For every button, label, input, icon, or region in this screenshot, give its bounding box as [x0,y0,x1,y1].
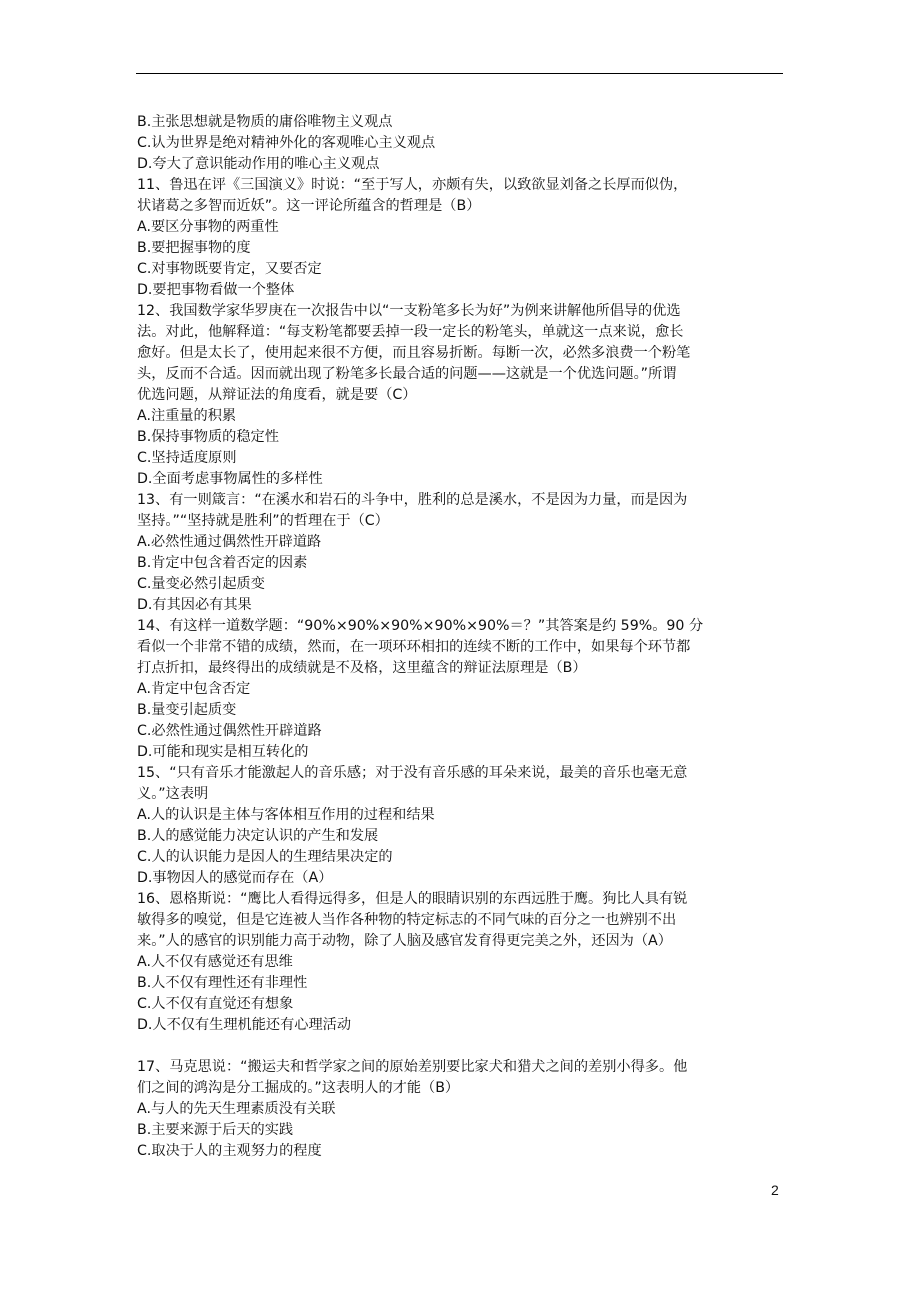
text-line: 状诸葛之多智而近妖”。这一评论所蕴含的哲理是（B） [137,198,481,214]
text-line: A.肯定中包含否定 [137,681,251,697]
text-line: D.全面考虑事物属性的多样性 [137,471,323,487]
text-line: C.量变必然引起质变 [137,576,265,592]
text-line: B.要把握事物的度 [137,240,251,256]
text-line: C.坚持适度原则 [137,450,237,466]
text-line: 法。对此，他解释道：“每支粉笔都要丢掉一段一定长的粉笔头，单就这一点来说，愈长 [137,324,684,340]
text-line: 义。”这表明 [137,786,209,802]
text-line: 们之间的鸿沟是分工掘成的。”这表明人的才能（B） [137,1080,460,1096]
text-line: B.主张思想就是物质的庸俗唯物主义观点 [137,114,393,130]
text-line: 来。”人的感官的识别能力高于动物，除了人脑及感官发育得更完美之外，还因为（A） [137,933,672,949]
text-line: 12、我国数学家华罗庚在一次报告中以“一支粉笔多长为好”为例来讲解他所倡导的优选 [137,303,681,319]
text-line: C.对事物既要肯定，又要否定 [137,261,322,277]
text-line: B.主要来源于后天的实践 [137,1122,294,1138]
text-line: 愈好。但是太长了，使用起来很不方便，而且容易折断。每断一次，必然多浪费一个粉笔 [137,345,691,361]
page-body [137,112,787,1162]
text-line: A.必然性通过偶然性开辟道路 [137,534,322,550]
text-line: 头，反而不合适。因而就出现了粉笔多长最合适的问题——这就是一个优选问题。”所谓 [137,366,677,382]
text-line: D.夸大了意识能动作用的唯心主义观点 [137,156,380,172]
text-line: A.与人的先天生理素质没有关联 [137,1101,336,1117]
text-line: B.肯定中包含着否定的因素 [137,555,308,571]
page-number: 2 [771,1182,779,1198]
text-line: A.人不仅有感觉还有思维 [137,954,293,970]
text-line: 看似一个非常不错的成绩，然而，在一项环环相扣的连续不断的工作中，如果每个环节都 [137,639,691,655]
text-line: 优选问题，从辩证法的角度看，就是要（C） [137,387,417,403]
text-line: B.保持事物质的稳定性 [137,429,279,445]
text-line: 坚持。”“坚持就是胜利”的哲理在于（C） [137,513,389,529]
text-line: C.取决于人的主观努力的程度 [137,1143,322,1159]
text-line: C.认为世界是绝对精神外化的客观唯心主义观点 [137,135,436,151]
text-line: 14、有这样一道数学题：“90%×90%×90%×90%×90%＝？”其答案是约 59%。90 分 [137,618,704,634]
text-line: C.必然性通过偶然性开辟道路 [137,723,322,739]
text-line: 13、有一则箴言：“在溪水和岩石的斗争中，胜利的总是溪水，不是因为力量，而是因为 [137,492,688,508]
text-line: A.注重量的积累 [137,408,237,424]
text-line: C.人不仅有直觉还有想象 [137,996,294,1012]
text-line: C.人的认识能力是因人的生理结果决定的 [137,849,393,865]
text-line: B.量变引起质变 [137,702,237,718]
text-line: D.要把事物看做一个整体 [137,282,295,298]
text-line: 打点折扣，最终得出的成绩就是不及格，这里蕴含的辩证法原理是（B） [137,660,587,676]
text-line: 17、马克思说：“搬运夫和哲学家之间的原始差别要比家犬和猎犬之间的差别小得多。他 [137,1059,688,1075]
text-line: D.可能和现实是相互转化的 [137,744,309,760]
text-line: 15、“只有音乐才能激起人的音乐感；对于没有音乐感的耳朵来说，最美的音乐也毫无意 [137,765,688,781]
text-line: B.人的感觉能力决定认识的产生和发展 [137,828,379,844]
text-line: A.人的认识是主体与客体相互作用的过程和结果 [137,807,435,823]
text-line: 16、恩格斯说：“鹰比人看得远得多，但是人的眼睛识别的东西远胜于鹰。狗比人具有锐 [137,891,688,907]
text-line: 敏得多的嗅觉，但是它连被人当作各种物的特定标志的不同气味的百分之一也辨别不出 [137,912,677,928]
text-line: D.事物因人的感觉而存在（A） [137,870,333,886]
text-line: D.有其因必有其果 [137,597,252,613]
text-line: 11、鲁迅在评《三国演义》时说：“至于写人，亦颇有失，以致欲显刘备之长厚而似伪， [137,177,688,193]
text-line: A.要区分事物的两重性 [137,219,279,235]
header-rule [136,73,783,74]
text-line: D.人不仅有生理机能还有心理活动 [137,1017,352,1033]
blank-line [137,1036,787,1057]
text-line: B.人不仅有理性还有非理性 [137,975,308,991]
